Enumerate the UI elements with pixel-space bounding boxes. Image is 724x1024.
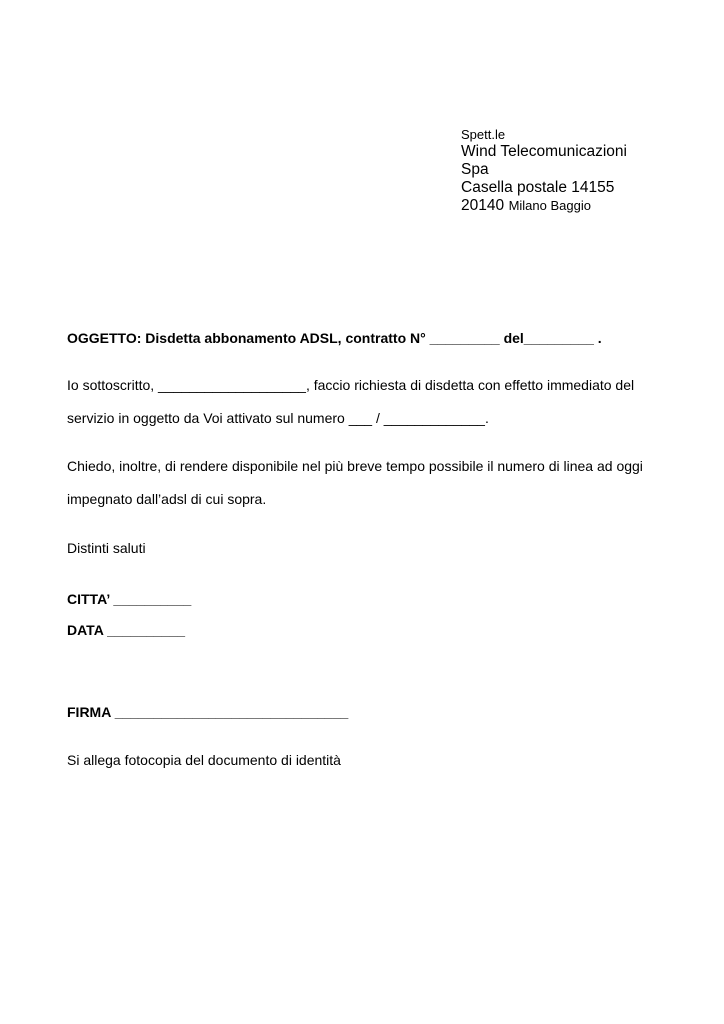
paragraph-2-line-1: Chiedo, inoltre, di rendere disponibile nel più breve tempo possibile il numero di linea ad oggi	[67, 458, 643, 474]
attachment-note: Si allega fotocopia del documento di identità	[67, 752, 341, 768]
recipient-postal-code: 20140	[461, 197, 505, 214]
paragraph-1-line-2: servizio in oggetto da Voi attivato sul numero ___ / _____________.	[67, 410, 489, 426]
recipient-salutation: Spett.le	[461, 127, 506, 142]
paragraph-2-line-2: impegnato dall’adsl di cui sopra.	[67, 491, 267, 507]
recipient-po-box: Casella postale 14155	[461, 179, 615, 196]
subject-line: OGGETTO: Disdetta abbonamento ADSL, contratto N° _________ del_________ .	[67, 330, 602, 346]
recipient-postal-line	[461, 197, 591, 215]
recipient-company-type: Spa	[461, 161, 489, 178]
signature-field: FIRMA ______________________________	[67, 704, 349, 720]
closing-greeting: Distinti saluti	[67, 540, 146, 556]
city-field: CITTA’ __________	[67, 591, 192, 607]
date-field: DATA __________	[67, 622, 186, 638]
recipient-city: Milano Baggio	[508, 198, 591, 213]
recipient-company: Wind Telecomunicazioni	[461, 143, 627, 160]
paragraph-1-line-1: Io sottoscritto, ___________________, faccio richiesta di disdetta con effetto immediato del	[67, 377, 635, 393]
